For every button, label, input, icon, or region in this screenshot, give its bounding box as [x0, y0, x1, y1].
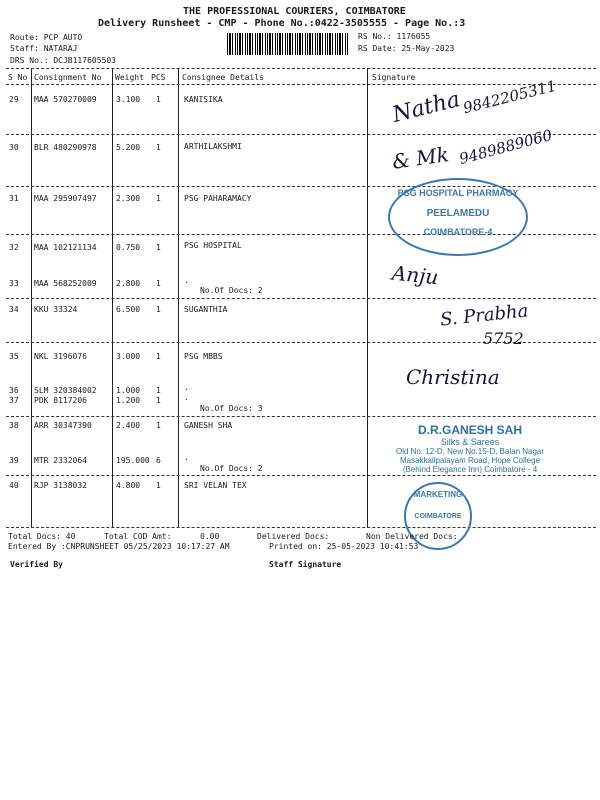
staff-signature: Staff Signature	[269, 560, 342, 569]
printed-on: Printed on: 25-05-2023 10:41:53	[269, 542, 419, 551]
handwritten-phone-29: 9842205311	[461, 76, 559, 118]
row-consignment: BLR 480290978	[34, 143, 97, 152]
row-docs: No.Of Docs: 3	[200, 404, 263, 413]
row-pcs: 1	[156, 95, 161, 104]
header-bottom-rule	[6, 84, 596, 85]
row-weight: 1.000	[116, 386, 141, 395]
row-consignee: PSG MBBS	[184, 352, 223, 361]
drs-number: DRS No.: DCJB117605503	[10, 56, 116, 65]
row-pcs: 1	[156, 194, 161, 203]
row-pcs: 1	[156, 481, 161, 490]
signature-row-33: Anju	[390, 260, 440, 290]
row-consignee: .	[184, 383, 189, 392]
row-consignee: ARTHILAKSHMI	[184, 142, 242, 151]
company-name: THE PROFESSIONAL COURIERS, COIMBATORE	[183, 6, 406, 17]
table-bottom-rule	[6, 527, 596, 528]
row-consignment: MTR 2332064	[34, 456, 87, 465]
rs-number: RS No.: 1176055	[358, 32, 431, 41]
row-rule	[6, 416, 596, 417]
row-consignment: KKU 33324	[34, 305, 78, 314]
row-pcs: 1	[156, 305, 161, 314]
row-consignee: KANISIKA	[184, 95, 223, 104]
row-rule	[6, 475, 596, 476]
row-weight: 2.300	[116, 194, 141, 203]
non-delivered-docs: Non Delivered Docs:	[366, 532, 458, 541]
row-docs: No.Of Docs: 2	[200, 464, 263, 473]
row-weight: 5.200	[116, 143, 141, 152]
total-cod-label: Total COD Amt:	[104, 532, 172, 541]
handwritten-phone-30: 9489889060	[457, 125, 555, 169]
row-pcs: 1	[156, 421, 161, 430]
row-rule	[6, 134, 596, 135]
row-sno: 34	[9, 305, 19, 314]
total-docs: Total Docs: 40	[8, 532, 76, 541]
row-sno: 38	[9, 421, 19, 430]
row-weight: 2.800	[116, 279, 141, 288]
row-consignment: NKL 3196076	[34, 352, 87, 361]
row-weight: 4.800	[116, 481, 141, 490]
row-weight: 6.500	[116, 305, 141, 314]
staff-label: Staff: NATARAJ	[10, 44, 78, 53]
col-consignee: Consignee Details	[182, 73, 264, 82]
stamp-text: (Behind Elegance Inn) Coimbatore - 4	[402, 465, 538, 474]
signature-row-34: S. Prabha	[439, 300, 530, 331]
col-pcs: PCS	[151, 73, 166, 82]
row-consignee: .	[184, 393, 189, 402]
rs-date: RS Date: 25-May-2023	[358, 44, 455, 53]
col-consignment: Consignment No	[34, 73, 102, 82]
row-consignee: SRI VELAN TEX	[184, 481, 247, 490]
row-rule	[6, 298, 596, 299]
row-consignee: PSG HOSPITAL	[184, 241, 242, 250]
col-sno: S No	[8, 73, 28, 82]
stamp-text: COIMBATORE	[414, 513, 462, 520]
stamp-text: PEELAMEDU	[426, 208, 490, 219]
handwritten-number-34: 5752	[483, 329, 524, 348]
stamp-text: MARKETING	[413, 490, 463, 499]
row-consignment: PDK 8117206	[34, 396, 87, 405]
col-weight: Weight	[115, 73, 144, 82]
stamp-text: Silks & Sarees	[440, 437, 500, 447]
row-sno: 29	[9, 95, 19, 104]
row-consignee: SUGANTHIA	[184, 305, 228, 314]
row-rule	[6, 186, 596, 187]
row-consignee: .	[184, 453, 189, 462]
row-sno: 36	[9, 386, 19, 395]
delivered-docs: Delivered Docs:	[257, 532, 330, 541]
row-consignment: MAA 568252009	[34, 279, 97, 288]
row-consignment: RJP 3138032	[34, 481, 87, 490]
row-sno: 39	[9, 456, 19, 465]
row-weight: 195.000	[116, 456, 150, 465]
runsheet-title: Delivery Runsheet - CMP - Phone No.:0422-3505555 - Page No.:3	[98, 18, 466, 29]
stamp-text: Masakkalipalayam Road, Hope College	[399, 456, 541, 465]
row-weight: 3.000	[116, 352, 141, 361]
row-consignee: PSG PAHARAMACY	[184, 194, 252, 203]
row-sno: 30	[9, 143, 19, 152]
row-pcs: 1	[156, 243, 161, 252]
barcode	[227, 33, 349, 55]
row-sno: 35	[9, 352, 19, 361]
signature-row-35: Christina	[406, 365, 500, 389]
row-sno: 31	[9, 194, 19, 203]
row-sno: 40	[9, 481, 19, 490]
row-consignment: SLM 320384002	[34, 386, 97, 395]
verified-by: Verified By	[10, 560, 63, 569]
row-pcs: 1	[156, 279, 161, 288]
row-consignee: GANESH SHA	[184, 421, 233, 430]
row-pcs: 1	[156, 352, 161, 361]
stamp-text: PSG HOSPITAL PHARMACY	[397, 188, 519, 198]
stamp-text: COIMBATORE-4	[423, 227, 493, 237]
row-consignment: MAA 570270009	[34, 95, 97, 104]
row-weight: 3.100	[116, 95, 141, 104]
row-pcs: 1	[156, 143, 161, 152]
total-cod-value: 0.00	[200, 532, 220, 541]
row-sno: 37	[9, 396, 19, 405]
row-docs: No.Of Docs: 2	[200, 286, 263, 295]
route-label: Route: PCP AUTO	[10, 33, 83, 42]
col-signature: Signature	[372, 73, 416, 82]
dr-ganesh-sah-stamp	[364, 423, 576, 474]
row-consignment: MAA 102121134	[34, 243, 97, 252]
row-weight: 1.200	[116, 396, 141, 405]
row-consignee: .	[184, 276, 189, 285]
row-pcs: 1	[156, 386, 161, 395]
entered-by: Entered By :CNPRUNSHEET 05/25/2023 10:17:27 AM	[8, 542, 230, 551]
row-sno: 32	[9, 243, 19, 252]
row-consignment: MAA 295907497	[34, 194, 97, 203]
signature-row-29: Natha	[389, 87, 463, 128]
stamp-text: Old No. 12-D, New No.15-D, Balan Nagar	[395, 447, 545, 456]
row-consignment: ARR 30347390	[34, 421, 92, 430]
row-sno: 33	[9, 279, 19, 288]
header-top-rule	[6, 68, 596, 69]
stamp-text: D.R.GANESH SAH	[417, 423, 522, 437]
psg-pharmacy-stamp	[388, 178, 528, 256]
row-pcs: 6	[156, 456, 161, 465]
row-weight: 0.750	[116, 243, 141, 252]
row-pcs: 1	[156, 396, 161, 405]
row-weight: 2.400	[116, 421, 141, 430]
signature-row-30: & Mk	[390, 142, 451, 174]
